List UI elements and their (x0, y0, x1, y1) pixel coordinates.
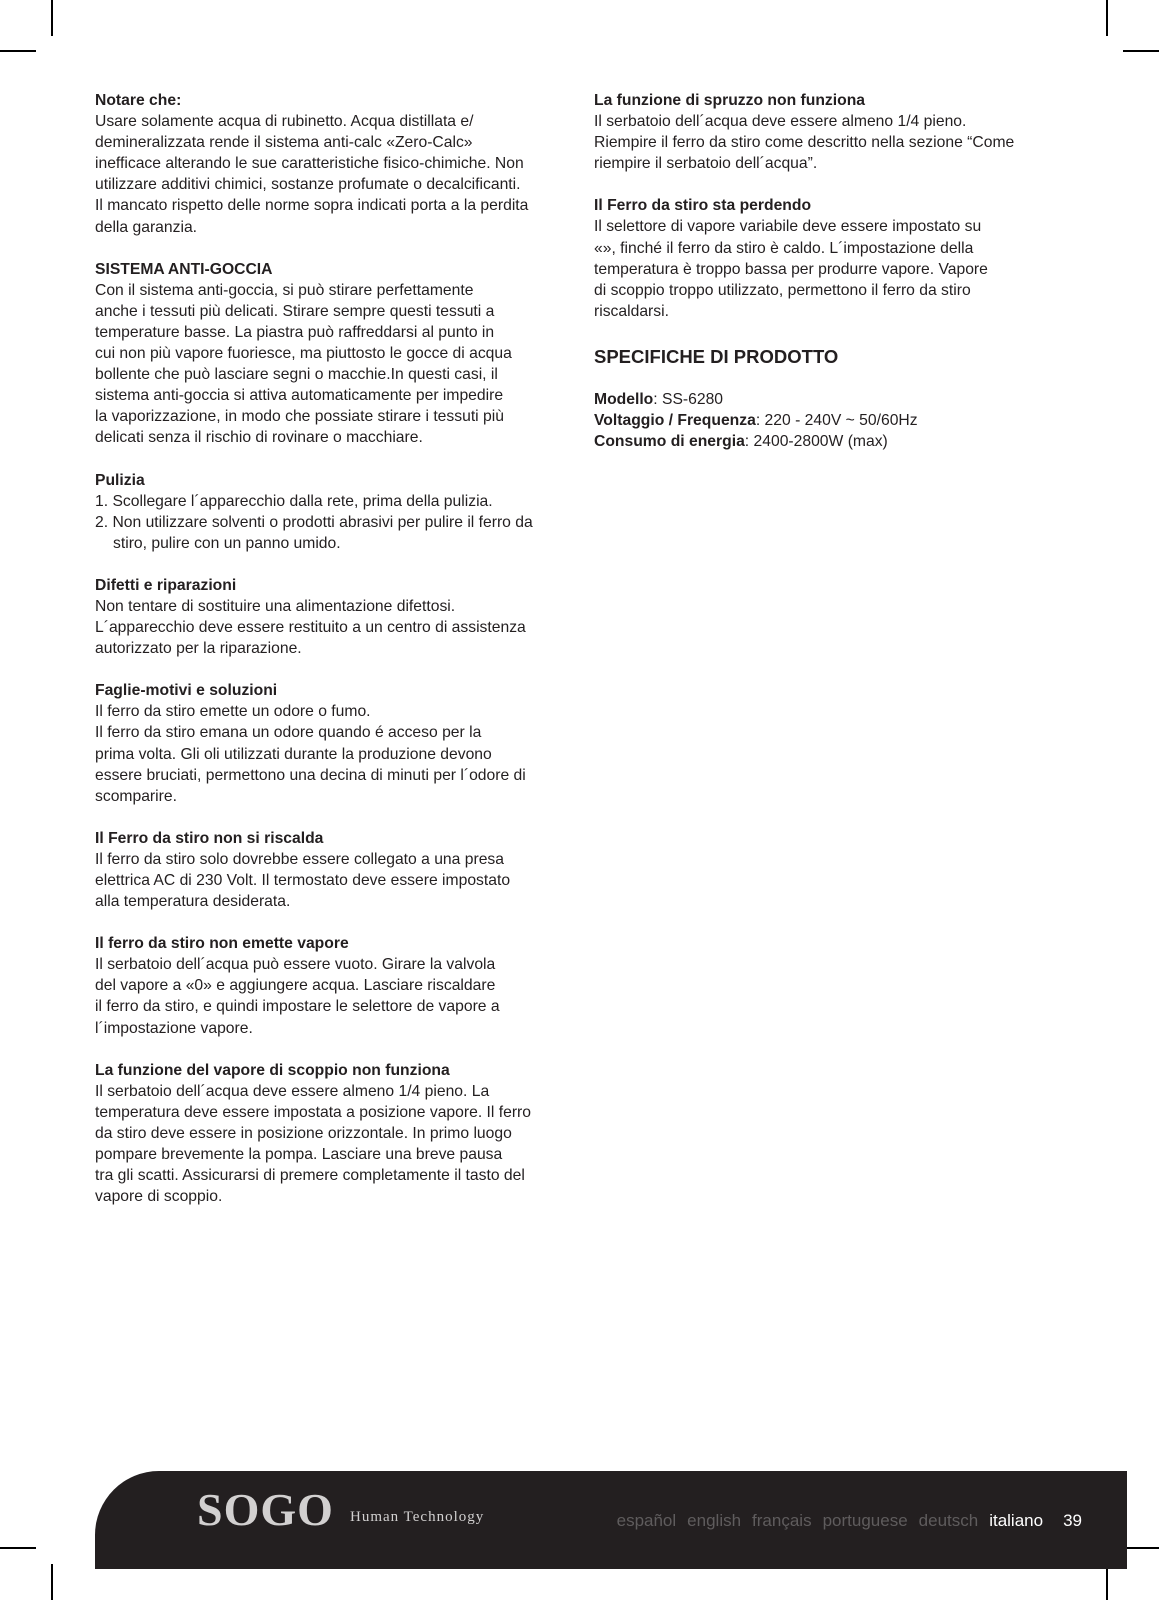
spec-value: : 2400-2800W (max) (744, 433, 888, 451)
body-text-line: l´impostazione vapore. (95, 1019, 253, 1037)
section (95, 680, 565, 807)
body-text-line: scomparire. (95, 787, 177, 805)
specs-list (594, 389, 1064, 452)
section (95, 90, 565, 238)
body-text-line: riempire il serbatoio dell´acqua”. (594, 155, 818, 173)
body-text-line: bollente che può lasciare segni o macchie.In questi casi, il (95, 366, 498, 384)
spec-label: Modello (594, 391, 654, 409)
body-text-line: prima volta. Gli oli utilizzati durante la produzione devono (95, 745, 492, 763)
body-text-line: da stiro deve essere in posizione orizzontale. In primo luogo (95, 1124, 512, 1142)
section (95, 933, 565, 1038)
body-text-line: del vapore a «0» e aggiungere acqua. Lasciare riscaldare (95, 977, 496, 995)
body-text-line: Il ferro da stiro emette un odore o fumo. (95, 703, 371, 721)
body-text-line: elettrica AC di 230 Volt. Il termostato deve essere impostato (95, 872, 511, 889)
language-link-français[interactable]: français (752, 1511, 812, 1530)
language-link-italiano[interactable]: italiano (989, 1511, 1044, 1530)
spec-row (594, 389, 1064, 410)
body-text-line: tra gli scatti. Assicurarsi di premere completamente il tasto del (95, 1167, 525, 1185)
crop-mark (0, 1547, 36, 1549)
body-text-line: «», finché il ferro da stiro è caldo. L´impostazione della (594, 239, 974, 257)
crop-mark (0, 50, 36, 52)
spec-value: : SS-6280 (653, 391, 724, 409)
section-heading: Il Ferro da stiro sta perdendo (594, 197, 812, 215)
language-link-english[interactable]: english (687, 1511, 742, 1530)
right-column (594, 90, 1064, 452)
spec-row (594, 431, 1064, 452)
spec-row (594, 410, 1064, 431)
section (95, 1060, 565, 1208)
crop-mark (51, 0, 53, 36)
body-text-line: Con il sistema anti-goccia, si può stirare perfettamente (95, 281, 474, 299)
body-text-line: autorizzato per la riparazione. (95, 640, 302, 658)
body-text-line: Usare solamente acqua di rubinetto. Acqua distillata e/ (95, 113, 474, 131)
body-text-line: utilizzare additivi chimici, sostanze profumate o decalcificanti. (95, 176, 521, 194)
section (95, 259, 565, 449)
section-heading: Notare che: (95, 92, 182, 109)
numbered-list (95, 491, 565, 554)
body-text-line: L´apparecchio deve essere restituito a un centro di assistenza (95, 619, 526, 637)
left-column (95, 90, 565, 1228)
brand-tagline: Human Technology (350, 1509, 485, 1525)
body-text-line: il ferro da stiro, e quindi impostare le selettore de vapore a (95, 998, 500, 1016)
body-text-line: anche i tessuti più delicati. Stirare sempre questi tessuti a (95, 302, 495, 320)
section-heading: Il ferro da stiro non emette vapore (95, 935, 349, 953)
body-text-line: Il serbatoio dell´acqua deve essere almeno 1/4 pieno. (594, 113, 967, 131)
body-text-line: temperature basse. La piastra può raffreddarsi al punto in (95, 323, 495, 341)
section (95, 470, 565, 554)
section (594, 195, 1064, 322)
body-text-line: della garanzia. (95, 218, 198, 236)
crop-mark (1123, 1547, 1159, 1549)
spec-label: Consumo di energia (594, 433, 745, 451)
body-text-line: Riempire il ferro da stiro come descritto nella sezione “Come (594, 134, 1015, 152)
crop-mark (1123, 50, 1159, 52)
section (95, 828, 565, 912)
body-text-line: demineralizzata rende il sistema anti-calc «Zero-Calc» (95, 134, 473, 152)
section-heading: Difetti e riparazioni (95, 576, 237, 594)
language-link-deutsch[interactable]: deutsch (918, 1511, 979, 1530)
language-link-portuguese[interactable]: portuguese (822, 1511, 908, 1530)
body-text-line: pompare brevemente la pompa. Lasciare una breve pausa (95, 1146, 503, 1164)
section-heading: La funzione del vapore di scoppio non funziona (95, 1061, 450, 1079)
section (95, 575, 565, 659)
spec-value: : 220 - 240V ~ 50/60Hz (755, 412, 918, 430)
body-text-line: vapore di scoppio. (95, 1188, 223, 1206)
body-text-line: temperatura è troppo bassa per produrre vapore. Vapore (594, 260, 988, 278)
body-text-line: riscaldarsi. (594, 302, 669, 320)
body-text-line: Il mancato rispetto delle norme sopra indicati porta a la perdita (95, 197, 529, 215)
body-text-line: alla temperatura desiderata. (95, 893, 291, 911)
body-text-line: inefficace alterando le sue caratteristiche fisico-chimiche. Non (95, 155, 524, 173)
crop-mark (1106, 0, 1108, 36)
body-text-line: delicati senza il rischio di rovinare o macchiare. (95, 429, 423, 447)
list-item: 2. Non utilizzare solventi o prodotti abrasivi per pulire il ferro da stiro, pulire con un panno umido. (95, 513, 533, 552)
section-heading: Faglie-motivi e soluzioni (95, 682, 278, 700)
spec-label: Voltaggio / Frequenza (594, 412, 756, 430)
specs-title: SPECIFICHE DI PRODOTTO (594, 345, 839, 367)
section-heading: Pulizia (95, 471, 145, 489)
body-text-line: sistema anti-goccia si attiva automaticamente per impedire (95, 387, 504, 405)
crop-mark (1106, 1564, 1108, 1600)
body-text-line: temperatura deve essere impostata a posizione vapore. Il ferro (95, 1103, 531, 1121)
section-heading: Il Ferro da stiro non si riscalda (95, 829, 324, 847)
body-text-line: Il serbatoio dell´acqua può essere vuoto. Girare la valvola (95, 956, 496, 974)
body-text-line: Il ferro da stiro emana un odore quando é acceso per la (95, 724, 482, 742)
section-heading: SISTEMA ANTI-GOCCIA (95, 260, 273, 278)
section-heading: La funzione di spruzzo non funziona (594, 92, 866, 109)
language-nav (606, 1511, 1082, 1531)
section (594, 90, 1064, 174)
crop-mark (51, 1564, 53, 1600)
body-text-line: Il selettore di vapore variabile deve essere impostato su (594, 218, 982, 236)
body-text-line: Non tentare di sostituire una alimentazione difettosi. (95, 597, 456, 615)
list-item: 1. Scollegare l´apparecchio dalla rete, prima della pulizia. (95, 492, 493, 510)
body-text-line: essere bruciati, permettono una decina di minuti per l´odore di (95, 766, 526, 784)
body-text-line: Il ferro da stiro solo dovrebbe essere collegato a una presa (95, 850, 504, 868)
body-text-line: Il serbatoio dell´acqua deve essere almeno 1/4 pieno. La (95, 1082, 490, 1100)
body-text-line: di scoppio troppo utilizzato, permettono il ferro da stiro (594, 281, 971, 299)
brand-logo: SOGO (197, 1484, 334, 1535)
footer-band (95, 1471, 1127, 1569)
page-number: 39 (1063, 1511, 1082, 1530)
body-text-line: la vaporizzazione, in modo che possiate stirare i tessuti più (95, 408, 504, 426)
language-link-español[interactable]: español (616, 1511, 677, 1530)
body-text-line: cui non più vapore fuoriesce, ma piuttosto le gocce di acqua (95, 345, 512, 363)
